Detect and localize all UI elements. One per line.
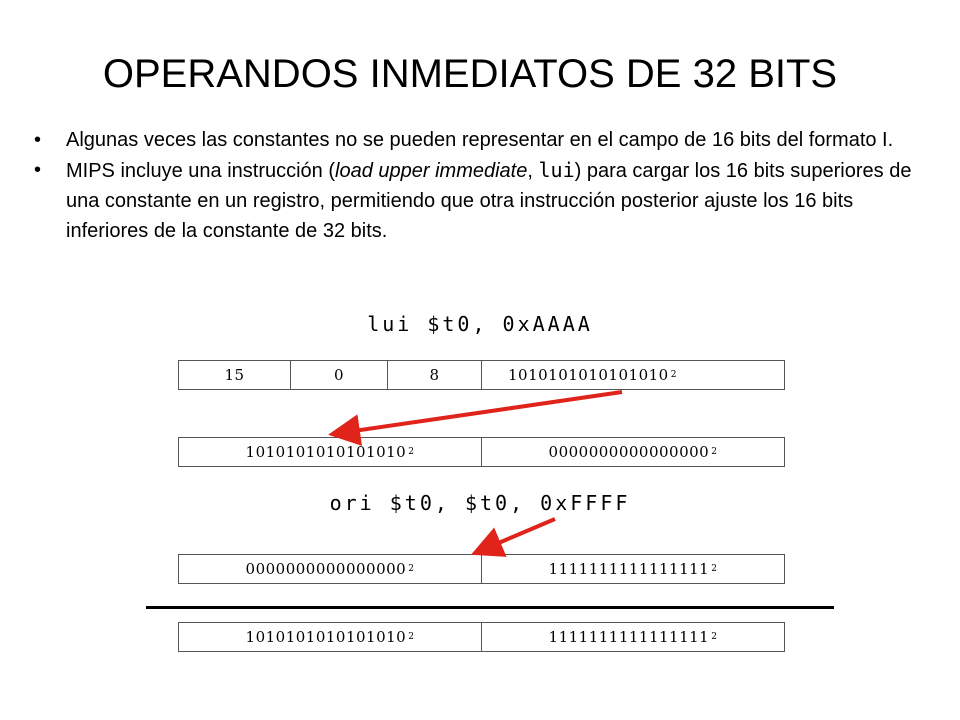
- bullet-text-italic: load upper immediate: [335, 160, 528, 182]
- register-upper-half: 1010101010101010 2: [179, 438, 482, 466]
- bullet-text-post: ) para cargar los 16 bits superiores de una constante en un registro, permitiendo que otra instrucción posterior ajuste los 16 bits inferiores de la constante de 32 bits.: [66, 160, 912, 242]
- bullet-marker: •: [34, 129, 42, 151]
- bullet-text: Algunas veces las constantes no se pueden representar en el campo de 16 bits del formato I.: [66, 129, 894, 151]
- bullet-text-pre: MIPS incluye una instrucción (: [66, 160, 336, 182]
- instruction-lui: lui $t0, 0xAAAA: [367, 312, 593, 336]
- field-rs: 0: [291, 361, 388, 389]
- field-rt: 8: [388, 361, 482, 389]
- bullet-text-sep: ,: [527, 160, 539, 182]
- instruction-ori: ori $t0, $t0, 0xFFFF: [329, 491, 631, 515]
- arrow-to-ori-operand: [482, 519, 555, 550]
- result-lower-half: 1111111111111111 2: [548, 628, 718, 646]
- operand-upper-half: 0000000000000000 2: [179, 555, 482, 583]
- bullet-marker: •: [34, 159, 42, 181]
- field-op: 15: [179, 361, 291, 389]
- bullet-code-lui: lui: [538, 158, 575, 182]
- register-lower-half: 0000000000000000 2: [548, 443, 718, 461]
- slide-title: OPERANDOS INMEDIATOS DE 32 BITS: [102, 52, 838, 96]
- arrow-immediate-to-upper: [340, 392, 622, 433]
- result-upper-half: 1010101010101010 2: [179, 623, 482, 651]
- field-immediate: 1010101010101010 2: [508, 366, 677, 384]
- operand-lower-half: 1111111111111111 2: [548, 560, 718, 578]
